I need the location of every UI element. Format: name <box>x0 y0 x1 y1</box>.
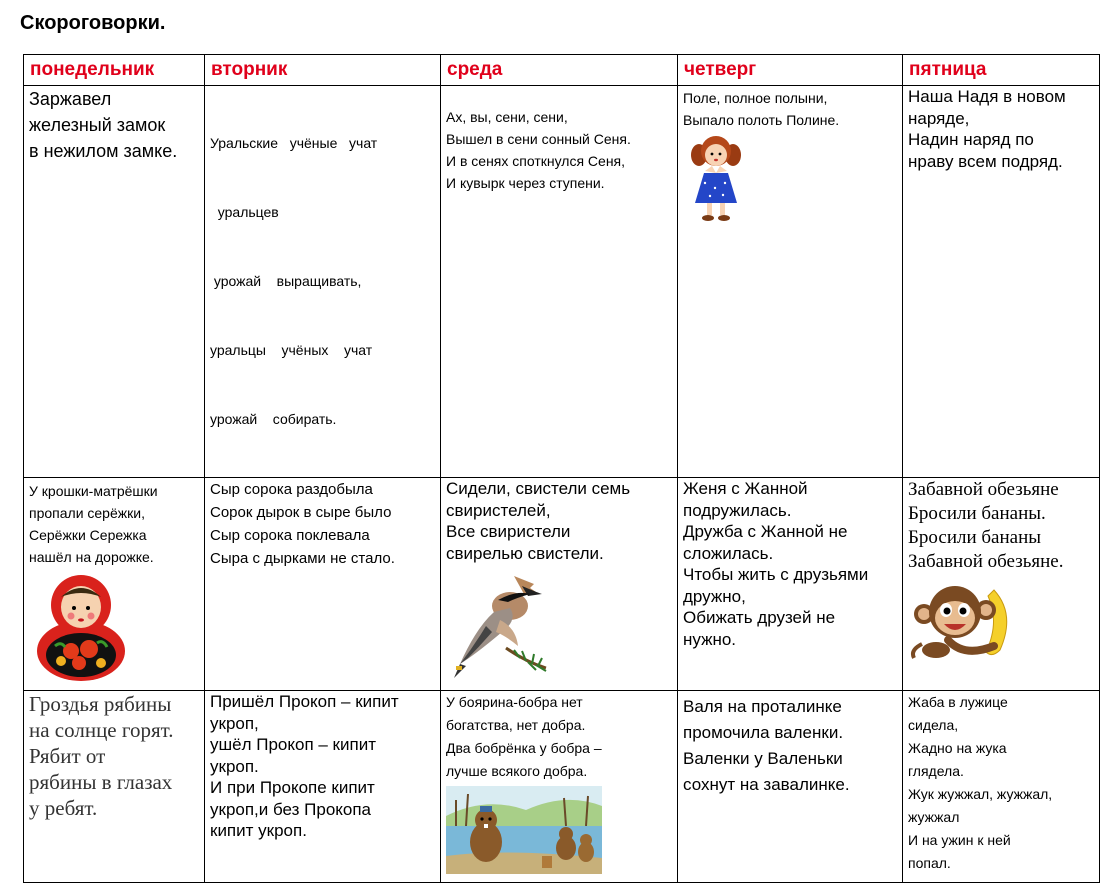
text-line: в нежилом замке. <box>29 141 178 161</box>
cell-tue-3 <box>205 691 441 883</box>
text-line: сложилась. <box>683 543 774 563</box>
text-line: Выпало полоть Полине. <box>683 112 840 128</box>
text-line: Чтобы жить с друзьями <box>683 565 869 584</box>
text-line: укроп,и без Прокопа <box>210 799 372 819</box>
text-line: нраву всем подряд. <box>908 151 1063 171</box>
text-line: свиристелей, <box>446 500 551 520</box>
text-line: Сорок дырок в сыре было <box>210 504 392 521</box>
beavers-illustration <box>446 786 602 874</box>
table-row <box>24 478 1100 691</box>
table-row <box>24 86 1100 478</box>
text-line: Жадно на жука <box>908 740 1007 756</box>
text-line: Рябит от <box>29 744 106 768</box>
text-line: Жаба в лужице <box>908 694 1008 710</box>
text-line: И при Прокопе кипит <box>210 778 375 797</box>
waxwing-bird-illustration <box>446 566 556 688</box>
text-line: И на ужин к ней <box>908 832 1011 848</box>
text-line: на солнце горят. <box>29 718 174 742</box>
text-line: Валенки у Валеньки <box>683 749 843 768</box>
text-line: железный замок <box>29 115 166 135</box>
text-line: уральцев <box>210 204 279 220</box>
text-line: Поле, полное полыни, <box>683 90 828 106</box>
text-line: подружилась. <box>683 500 792 520</box>
text-line: Бросили бананы <box>908 527 1042 548</box>
cell-thu-1 <box>678 86 903 478</box>
text-line: Обижать друзей не <box>683 608 836 627</box>
monkey-banana-illustration <box>908 580 1020 660</box>
text-line: богатства, нет добра. <box>446 717 586 733</box>
header-thursday: четверг <box>678 55 903 86</box>
text-line: рябины в глазах <box>29 770 173 794</box>
text-line: сидела, <box>908 717 959 733</box>
cell-wed-3 <box>441 691 678 883</box>
text-line: И в сенях споткнулся Сеня, <box>446 153 626 169</box>
cell-tue-2 <box>205 478 441 691</box>
text-line: Сыр сорока раздобыла <box>210 481 373 498</box>
cell-fri-3 <box>903 691 1100 883</box>
text-line: наряде, <box>908 108 970 128</box>
matryoshka-illustration <box>31 571 131 683</box>
text-line: Женя с Жанной <box>683 479 808 498</box>
text-line: ушёл Прокоп – кипит <box>210 735 376 754</box>
text-line: И кувырк через ступени. <box>446 175 605 191</box>
text-line: Гроздья рябины <box>29 692 172 716</box>
text-line: Дружба с Жанной не <box>683 522 848 541</box>
table-row <box>24 691 1100 883</box>
text-line: Валя на проталинке <box>683 697 842 716</box>
cell-wed-1 <box>441 86 678 478</box>
header-row <box>24 55 1100 86</box>
text-line: У боярина-бобра нет <box>446 694 583 710</box>
page-title: Скороговорки. <box>20 12 166 34</box>
text-line: Заржавел <box>29 89 112 109</box>
text-line: урожай собирать. <box>210 411 337 427</box>
text-line: уральцы учёных учат <box>210 342 373 358</box>
text-line: Сыр сорока поклевала <box>210 527 370 544</box>
text-line: нужно. <box>683 629 737 649</box>
text-line: жужжал <box>908 809 960 825</box>
text-line: Сыра с дырками не стало. <box>210 550 395 567</box>
text-line: Бросили бананы. <box>908 503 1046 524</box>
text-line: Жук жужжал, жужжал, <box>908 786 1053 802</box>
header-tuesday: вторник <box>205 55 441 86</box>
cell-fri-2 <box>903 478 1100 691</box>
cell-mon-1 <box>24 86 205 478</box>
cell-thu-3 <box>678 691 903 883</box>
text-line: нашёл на дорожке. <box>29 549 154 565</box>
text-line: свирелью свистели. <box>446 543 604 563</box>
text-line: попал. <box>908 855 951 871</box>
header-monday: понедельник <box>24 55 205 86</box>
text-line: Все свиристели <box>446 522 571 541</box>
text-line: Надин наряд по <box>908 130 1034 149</box>
text-line: глядела. <box>908 763 964 779</box>
text-line: У крошки-матрёшки <box>29 483 158 499</box>
tongue-twister-table <box>23 54 1100 883</box>
girl-illustration <box>685 133 747 223</box>
text-line: Забавной обезьяне. <box>908 551 1064 572</box>
cell-tue-1 <box>205 86 441 478</box>
header-friday: пятница <box>903 55 1100 86</box>
text-line: кипит укроп. <box>210 821 307 840</box>
text-line: сохнут на завалинке. <box>683 775 850 794</box>
text-line: укроп, <box>210 713 259 733</box>
text-line: пропали серёжки, <box>29 505 145 521</box>
header-wednesday: среда <box>441 55 678 86</box>
text-line: промочила валенки. <box>683 723 844 742</box>
text-line: лучше всякого добра. <box>446 763 588 779</box>
text-line: у ребят. <box>29 796 98 820</box>
cell-wed-2 <box>441 478 678 691</box>
text-line: Два бобрёнка у бобра – <box>446 740 602 756</box>
text-line: Забавной обезьяне <box>908 479 1059 500</box>
text-line: Серёжки Сережка <box>29 527 147 543</box>
cell-mon-3 <box>24 691 205 883</box>
text-line: Вышел в сени сонный Сеня. <box>446 131 631 147</box>
text-line: дружно, <box>683 586 746 606</box>
text-line: урожай выращивать, <box>210 273 362 289</box>
text-line: Ах, вы, сени, сени, <box>446 109 568 125</box>
text-line: Сидели, свистели семь <box>446 479 631 498</box>
text-line: Уральские учёные учат <box>210 135 378 151</box>
text-line: Пришёл Прокоп – кипит <box>210 692 399 711</box>
cell-mon-2 <box>24 478 205 691</box>
text-line: укроп. <box>210 756 259 776</box>
cell-thu-2 <box>678 478 903 691</box>
text-line: Наша Надя в новом <box>908 87 1066 106</box>
cell-fri-1 <box>903 86 1100 478</box>
